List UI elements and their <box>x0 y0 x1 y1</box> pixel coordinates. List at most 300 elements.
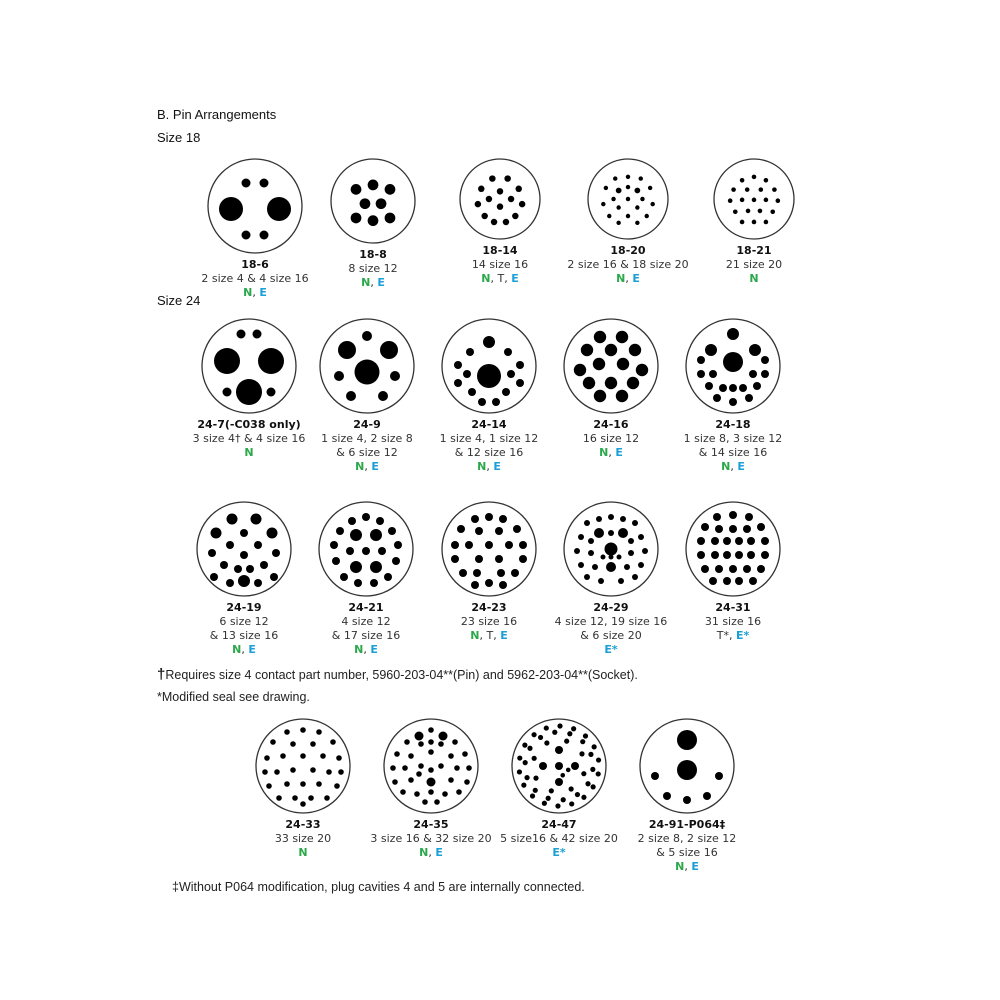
contact-cavity <box>214 348 240 374</box>
contact-cavity <box>402 765 408 771</box>
arrangement-code: 24-35 <box>413 818 449 831</box>
contact-cavity <box>578 562 584 568</box>
contact-cavity <box>464 779 470 785</box>
contact-cavity <box>770 209 775 214</box>
contact-cavity <box>560 773 565 778</box>
contact-cavity <box>504 175 510 181</box>
arrangement-code: 24-19 <box>226 601 262 614</box>
arrangement-description: 1 size 8, 3 size 12 <box>683 432 783 445</box>
contact-cavity <box>697 551 705 559</box>
contact-cavity <box>735 551 743 559</box>
contact-cavity <box>733 209 738 214</box>
arrangement-description: & 6 size 12 <box>336 446 398 459</box>
contact-cavity <box>729 384 737 392</box>
contact-cavity <box>408 777 414 783</box>
contact-cavity <box>254 541 262 549</box>
insert-face-24-31 <box>684 500 782 598</box>
contact-cavity <box>210 573 218 581</box>
contact-cavity <box>346 391 356 401</box>
arrangement-code: 24-9 <box>353 418 381 431</box>
contact-cavity <box>267 528 278 539</box>
insert-face-24-35 <box>382 717 480 815</box>
option-code: E <box>248 643 256 656</box>
contact-cavity <box>663 792 671 800</box>
contact-cavity <box>705 382 713 390</box>
contact-cavity <box>764 178 769 183</box>
contact-cavity <box>336 527 344 535</box>
contact-cavity <box>416 771 422 777</box>
contact-cavity <box>270 573 278 581</box>
modified-seal-note: *Modified seal see drawing. <box>157 690 310 704</box>
contact-cavity <box>639 176 643 180</box>
option-code: T <box>486 629 494 642</box>
contact-cavity <box>616 188 622 194</box>
contact-cavity <box>434 799 440 805</box>
contact-cavity <box>220 561 228 569</box>
contact-cavity <box>513 525 521 533</box>
option-code: T <box>497 272 505 285</box>
contact-cavity <box>237 330 246 339</box>
contact-cavity <box>745 187 750 192</box>
arrangement-code: 24-29 <box>593 601 629 614</box>
contact-cavity <box>499 515 507 523</box>
insert-face-24-19 <box>195 500 293 598</box>
contact-cavity <box>240 551 248 559</box>
contact-cavity <box>555 762 563 770</box>
arrangement-code: 18-20 <box>610 244 646 257</box>
contact-cavity <box>481 213 487 219</box>
arrangement-code: 24-23 <box>471 601 507 614</box>
option-code: T* <box>716 629 729 642</box>
contact-cavity <box>651 772 659 780</box>
contact-cavity <box>608 530 614 536</box>
arrangement-description: 2 size 16 & 18 size 20 <box>567 258 689 271</box>
contact-cavity <box>747 551 755 559</box>
contact-cavity <box>731 187 736 192</box>
contact-cavity <box>538 735 543 740</box>
contact-cavity <box>422 799 428 805</box>
contact-cavity <box>267 388 276 397</box>
contact-cavity <box>351 213 362 224</box>
contact-cavity <box>642 548 648 554</box>
contact-cavity <box>735 577 743 585</box>
contact-cavity <box>475 527 483 535</box>
contact-cavity <box>584 574 590 580</box>
contact-cavity <box>236 379 262 405</box>
insert-face-24-21 <box>317 500 415 598</box>
contact-cavity <box>442 791 448 797</box>
arrangement-code: 24-14 <box>471 418 507 431</box>
arrangement-code: 24-21 <box>348 601 384 614</box>
contact-cavity <box>629 344 641 356</box>
arrangement-code: 24-31 <box>715 601 751 614</box>
contact-cavity <box>211 528 222 539</box>
contact-cavity <box>719 384 727 392</box>
contact-cavity <box>747 537 755 545</box>
contact-cavity <box>592 564 598 570</box>
contact-cavity <box>761 551 769 559</box>
contact-cavity <box>385 184 396 195</box>
contact-cavity <box>515 186 521 192</box>
contact-cavity <box>638 562 644 568</box>
contact-cavity <box>567 731 572 736</box>
contact-cavity <box>723 551 731 559</box>
contact-cavity <box>219 197 243 221</box>
contact-cavity <box>620 516 626 522</box>
arrangement-description: 31 size 16 <box>704 615 762 628</box>
contact-cavity <box>745 394 753 402</box>
contact-cavity <box>609 555 614 560</box>
contact-cavity <box>360 198 371 209</box>
contact-cavity <box>729 525 737 533</box>
contact-cavity <box>542 801 547 806</box>
contact-cavity <box>448 777 454 783</box>
contact-cavity <box>740 220 745 225</box>
option-code: E* <box>735 629 750 642</box>
arrangement-24-18 <box>658 317 808 474</box>
contact-cavity <box>384 573 392 581</box>
contact-cavity <box>438 741 444 747</box>
contact-cavity <box>533 776 538 781</box>
contact-cavity <box>635 221 639 225</box>
contact-cavity <box>418 741 424 747</box>
contact-cavity <box>415 732 424 741</box>
contact-cavity <box>491 219 497 225</box>
contact-cavity <box>350 529 362 541</box>
contact-cavity <box>552 730 557 735</box>
contact-cavity <box>485 579 493 587</box>
contact-cavity <box>284 781 290 787</box>
contact-cavity <box>330 541 338 549</box>
contact-cavity <box>300 753 306 759</box>
contact-cavity <box>400 789 406 795</box>
contact-cavity <box>616 390 628 402</box>
dagger-mark: † <box>157 666 166 683</box>
insert-face-24-91 <box>638 717 736 815</box>
contact-cavity <box>471 581 479 589</box>
option-code: N <box>244 446 254 459</box>
option-code: N <box>355 460 365 473</box>
contact-cavity <box>516 379 524 387</box>
contact-cavity <box>362 513 370 521</box>
contact-cavity <box>517 755 522 760</box>
contact-cavity <box>508 196 514 202</box>
option-code: N <box>477 460 487 473</box>
contact-cavity <box>632 574 638 580</box>
contact-cavity <box>471 515 479 523</box>
contact-cavity <box>715 772 723 780</box>
contact-cavity <box>378 547 386 555</box>
contact-cavity <box>394 751 400 757</box>
option-code: E <box>737 460 745 473</box>
availability-options: N, E <box>355 460 379 473</box>
contact-cavity <box>334 783 340 789</box>
contact-cavity <box>715 525 723 533</box>
contact-cavity <box>632 520 638 526</box>
option-code: E <box>371 460 379 473</box>
contact-cavity <box>380 341 398 359</box>
contact-cavity <box>438 763 444 769</box>
contact-cavity <box>330 739 336 745</box>
contact-cavity <box>533 788 538 793</box>
insert-face-24-18 <box>684 317 782 415</box>
contact-cavity <box>332 557 340 565</box>
contact-cavity <box>723 577 731 585</box>
contact-cavity <box>546 796 551 801</box>
double-dagger-note: ‡Without P064 modification, plug cavities 4 and 5 are internally connected. <box>172 880 585 894</box>
contact-cavity <box>503 219 509 225</box>
contact-cavity <box>611 197 615 201</box>
contact-cavity <box>740 198 745 203</box>
arrangement-code: 18-8 <box>359 248 387 261</box>
contact-cavity <box>512 213 518 219</box>
contact-cavity <box>523 760 528 765</box>
arrangement-description: 3 size 4† & 4 size 16 <box>192 432 306 445</box>
contact-cavity <box>504 348 512 356</box>
contact-cavity <box>362 547 370 555</box>
option-code: N <box>354 643 364 656</box>
contact-cavity <box>251 514 262 525</box>
availability-options: N, T, E <box>481 272 519 285</box>
insert-face-18-20 <box>586 157 670 241</box>
contact-cavity <box>616 331 628 343</box>
contact-cavity <box>588 550 594 556</box>
contact-cavity <box>711 551 719 559</box>
arrangement-24-31 <box>658 500 808 643</box>
arrangement-description: & 6 size 20 <box>580 629 642 642</box>
contact-cavity <box>709 370 717 378</box>
option-code: E <box>500 629 508 642</box>
contact-cavity <box>376 517 384 525</box>
contact-cavity <box>626 175 630 179</box>
contact-cavity <box>300 727 306 733</box>
contact-cavity <box>439 732 448 741</box>
option-code: N <box>232 643 242 656</box>
contact-cavity <box>392 779 398 785</box>
contact-cavity <box>555 803 560 808</box>
contact-cavity <box>428 727 434 733</box>
arrangement-code: 24-91-P064‡ <box>648 818 726 831</box>
arrangement-description: 3 size 16 & 32 size 20 <box>370 832 492 845</box>
contact-cavity <box>497 188 503 194</box>
contact-cavity <box>466 765 472 771</box>
contact-cavity <box>701 523 709 531</box>
contact-cavity <box>511 569 519 577</box>
contact-cavity <box>519 555 527 563</box>
contact-cavity <box>428 767 434 773</box>
option-code: E <box>435 846 443 859</box>
insert-outline <box>256 719 350 813</box>
contact-cavity <box>735 537 743 545</box>
contact-cavity <box>246 565 254 573</box>
contact-cavity <box>588 538 594 544</box>
availability-options: N, E <box>675 860 699 873</box>
contact-cavity <box>519 201 525 207</box>
contact-cavity <box>408 753 414 759</box>
contact-cavity <box>594 390 606 402</box>
option-code: E <box>511 272 519 285</box>
contact-cavity <box>645 214 649 218</box>
option-code: N <box>298 846 308 859</box>
option-code: N <box>243 286 253 299</box>
contact-cavity <box>276 795 282 801</box>
contact-cavity <box>242 231 251 240</box>
arrangement-description: 2 size 4 & 4 size 16 <box>201 272 309 285</box>
contact-cavity <box>531 732 536 737</box>
contact-cavity <box>753 382 761 390</box>
contact-cavity <box>739 384 747 392</box>
contact-cavity <box>274 769 280 775</box>
arrangement-code: 24-7(-C038 only) <box>197 418 301 431</box>
contact-cavity <box>592 744 597 749</box>
contact-cavity <box>566 768 571 773</box>
contact-cavity <box>223 388 232 397</box>
contact-cavity <box>605 377 617 389</box>
contact-cavity <box>388 527 396 535</box>
contact-cavity <box>759 187 764 192</box>
availability-options <box>536 643 686 657</box>
insert-face-24-7 <box>200 317 298 415</box>
contact-cavity <box>454 379 462 387</box>
contact-cavity <box>336 755 342 761</box>
contact-cavity <box>729 511 737 519</box>
arrangement-description: 2 size 8, 2 size 12 <box>637 832 737 845</box>
contact-cavity <box>267 197 291 221</box>
option-code: E <box>691 860 699 873</box>
contact-cavity <box>477 364 501 388</box>
contact-cavity <box>478 186 484 192</box>
contact-cavity <box>354 579 362 587</box>
contact-cavity <box>650 202 654 206</box>
option-code: E* <box>552 846 566 859</box>
contact-cavity <box>579 751 584 756</box>
option-code: E <box>632 272 640 285</box>
contact-cavity <box>569 786 574 791</box>
contact-cavity <box>495 527 503 535</box>
contact-cavity <box>427 778 436 787</box>
dagger-note <box>157 666 638 683</box>
contact-cavity <box>713 394 721 402</box>
contact-cavity <box>564 739 569 744</box>
contact-cavity <box>626 197 630 201</box>
contact-cavity <box>532 756 537 761</box>
contact-cavity <box>605 344 617 356</box>
contact-cavity <box>596 771 601 776</box>
contact-cavity <box>711 537 719 545</box>
arrangement-description: 33 size 20 <box>274 832 332 845</box>
arrangement-description: & 14 size 16 <box>698 446 768 459</box>
contact-cavity <box>758 209 763 214</box>
availability-options: N, E <box>232 643 256 656</box>
contact-cavity <box>489 175 495 181</box>
arrangement-description: 4 size 12, 19 size 16 <box>554 615 668 628</box>
contact-cavity <box>468 388 476 396</box>
contact-cavity <box>594 331 606 343</box>
contact-cavity <box>521 783 526 788</box>
contact-cavity <box>483 336 495 348</box>
contact-cavity <box>390 765 396 771</box>
option-code: N <box>599 446 609 459</box>
contact-cavity <box>624 564 630 570</box>
insert-face-24-14 <box>440 317 538 415</box>
contact-cavity <box>578 534 584 540</box>
contact-cavity <box>507 370 515 378</box>
insert-face-18-21 <box>712 157 796 241</box>
contact-cavity <box>270 739 276 745</box>
insert-face-24-29 <box>562 500 660 598</box>
contact-cavity <box>584 520 590 526</box>
contact-cavity <box>238 575 250 587</box>
contact-cavity <box>581 795 586 800</box>
contact-cavity <box>404 739 410 745</box>
contact-cavity <box>497 203 503 209</box>
contact-cavity <box>606 562 616 572</box>
arrangement-code: 18-21 <box>736 244 772 257</box>
contact-cavity <box>601 555 606 560</box>
contact-cavity <box>519 541 527 549</box>
contact-cavity <box>522 743 527 748</box>
contact-cavity <box>635 205 639 209</box>
contact-cavity <box>636 364 648 376</box>
contact-cavity <box>544 740 549 745</box>
contact-cavity <box>465 541 473 549</box>
section-title: B. Pin Arrangements <box>157 107 277 122</box>
contact-cavity <box>723 352 743 372</box>
arrangement-18-21 <box>679 157 829 286</box>
arrangement-description: & 17 size 16 <box>331 629 401 642</box>
availability-options: N, E <box>419 846 443 859</box>
contact-cavity <box>428 789 434 795</box>
arrangement-code: 18-14 <box>482 244 518 257</box>
contact-cavity <box>368 215 379 226</box>
contact-cavity <box>346 547 354 555</box>
contact-cavity <box>495 555 503 563</box>
contact-cavity <box>745 513 753 521</box>
contact-cavity <box>571 726 576 731</box>
contact-cavity <box>580 739 585 744</box>
insert-face-24-16 <box>562 317 660 415</box>
contact-cavity <box>478 398 486 406</box>
contact-cavity <box>583 377 595 389</box>
contact-cavity <box>743 565 751 573</box>
contact-cavity <box>728 198 733 203</box>
contact-cavity <box>729 565 737 573</box>
contact-cavity <box>502 388 510 396</box>
contact-cavity <box>617 358 629 370</box>
insert-face-18-8 <box>329 157 417 245</box>
contact-cavity <box>355 360 380 385</box>
contact-cavity <box>253 330 262 339</box>
contact-cavity <box>593 358 605 370</box>
contact-cavity <box>618 578 624 584</box>
contact-cavity <box>544 725 549 730</box>
availability-options: N, E <box>599 446 623 459</box>
contact-cavity <box>370 561 382 573</box>
contact-cavity <box>715 565 723 573</box>
arrangement-code: 18-6 <box>241 258 269 271</box>
availability-options: N, E <box>354 643 378 656</box>
contact-cavity <box>749 344 761 356</box>
contact-cavity <box>264 755 270 761</box>
contact-cavity <box>575 792 580 797</box>
option-code: N <box>481 272 491 285</box>
contact-cavity <box>290 767 296 773</box>
contact-cavity <box>260 231 269 240</box>
insert-face-24-23 <box>440 500 538 598</box>
contact-cavity <box>418 763 424 769</box>
contact-cavity <box>300 801 306 807</box>
contact-cavity <box>454 765 460 771</box>
